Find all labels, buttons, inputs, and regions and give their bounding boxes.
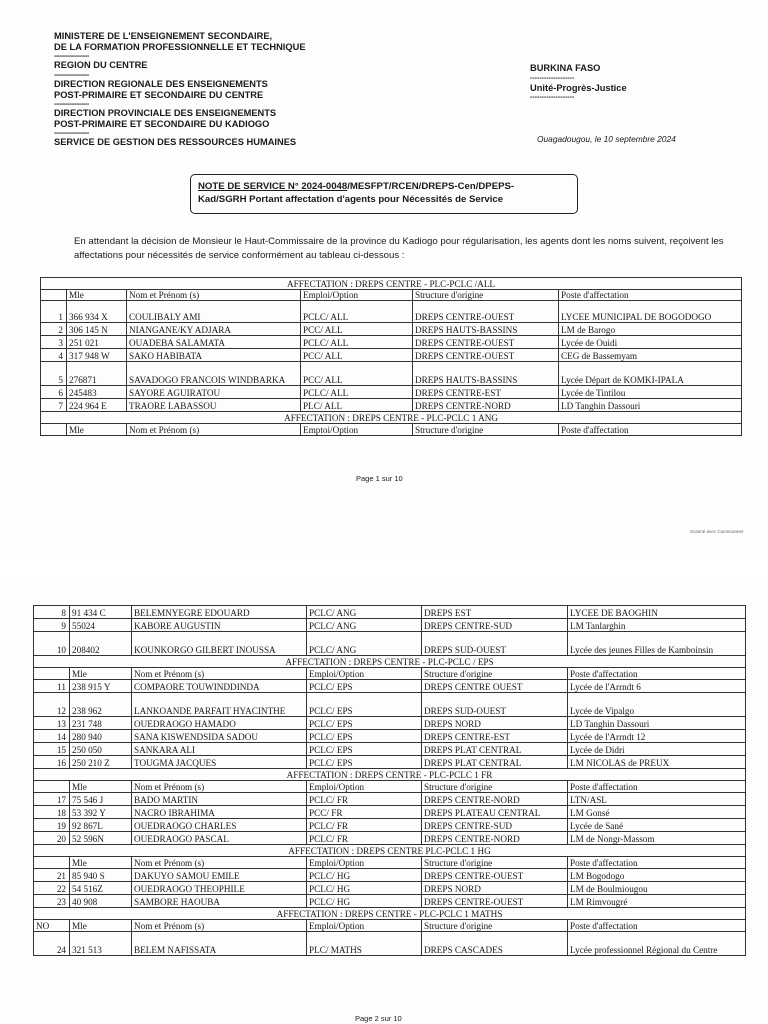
column-header-emploi: Emploi/Option xyxy=(307,668,422,680)
column-header-mle: Mle xyxy=(70,920,132,932)
cell-poste: LM Tanlarghin xyxy=(568,619,746,632)
cell-structure: DREPS EST xyxy=(422,606,568,619)
row-number: 15 xyxy=(34,743,70,756)
intro-paragraph: En attendant la décision de Monsieur le Haut-Commissaire de la province du Kadiogo pour régularisation, les agents dont les noms suivent, reçoivent les affectations pour nécessités de service conformément au tableau ci-dessous : xyxy=(74,236,724,261)
cell-structure: DREPS CENTRE-OUEST xyxy=(413,336,559,349)
row-number: 22 xyxy=(34,882,70,895)
table-row xyxy=(34,632,746,656)
cell-structure: DREPS HAUTS-BASSINS xyxy=(413,323,559,336)
national-motto: Unité-Progrès-Justice xyxy=(530,82,627,93)
table-row xyxy=(34,882,746,895)
cell-mle: 54 516Z xyxy=(70,882,132,895)
cell-emploi: PCLC/ ALL xyxy=(301,301,413,323)
table-row xyxy=(41,362,742,386)
cell-emploi: PCLC/ EPS xyxy=(307,680,422,693)
column-header-structure: Structure d'origine xyxy=(422,857,568,869)
ministry-line-1: MINISTERE DE L'ENSEIGNEMENT SECONDAIRE, xyxy=(54,31,273,41)
cell-poste: Lycée de Didri xyxy=(568,743,746,756)
section-title: AFFECTATION : DREPS CENTRE - PLC-PCLC 1 ANG xyxy=(41,412,742,424)
cell-mle: 276871 xyxy=(67,362,127,386)
cell-mle: 250 210 Z xyxy=(70,756,132,769)
cell-nom: SAMBORE HAOUBA xyxy=(132,895,307,908)
cell-emploi: PCLC/ ALL xyxy=(301,386,413,399)
cell-nom: COULIBALY AMI xyxy=(127,301,301,323)
cell-emploi: PCLC/ ALL xyxy=(301,336,413,349)
row-number: 21 xyxy=(34,869,70,882)
column-header-row xyxy=(34,920,746,932)
cell-poste: Lycée de Tintilou xyxy=(559,386,742,399)
cell-nom: SAKO HABIBATA xyxy=(127,349,301,362)
table-row xyxy=(41,301,742,323)
cell-structure: DREPS SUD-OUEST xyxy=(422,693,568,717)
cell-mle: 55024 xyxy=(70,619,132,632)
assignments-table-page-1 xyxy=(40,277,742,436)
row-number: 12 xyxy=(34,693,70,717)
row-number: 16 xyxy=(34,756,70,769)
page-footer: Page 2 sur 10 xyxy=(355,1014,402,1023)
cell-structure: DREPS NORD xyxy=(422,717,568,730)
section-title: AFFECTATION : DREPS CENTRE - PLC-PCLC / EPS xyxy=(34,656,746,668)
cell-structure: DREPS CENTRE-EST xyxy=(422,730,568,743)
cell-poste: LYCEE DE BAOGHIN xyxy=(568,606,746,619)
cell-emploi: PCLC/ EPS xyxy=(307,717,422,730)
cell-nom: KABORE AUGUSTIN xyxy=(132,619,307,632)
cell-nom: BELEMNYEGRE EDOUARD xyxy=(132,606,307,619)
cell-structure: DREPS CENTRE-EST xyxy=(413,386,559,399)
column-header-mle: Mle xyxy=(70,668,132,680)
cell-nom: DAKUYO SAMOU EMILE xyxy=(132,869,307,882)
cell-mle: 231 748 xyxy=(70,717,132,730)
cell-structure: DREPS CENTRE OUEST xyxy=(422,680,568,693)
cell-nom: BELEM NAFISSATA xyxy=(132,932,307,956)
section-title: AFFECTATION : DREPS CENTRE - PLC-PCLC /ALL xyxy=(41,278,742,290)
cell-emploi: PCLC/ HG xyxy=(307,869,422,882)
cell-emploi: PCC/ ALL xyxy=(301,362,413,386)
cell-poste: LM Rimvougré xyxy=(568,895,746,908)
separator: ------------------- xyxy=(54,130,89,138)
table-row xyxy=(34,932,746,956)
column-header-poste: Poste d'affectation xyxy=(559,290,742,301)
section-title: AFFECTATION : DREPS CENTRE PLC-PCLC 1 HG xyxy=(34,845,746,857)
cell-mle: 208402 xyxy=(70,632,132,656)
table-row xyxy=(41,399,742,412)
row-number: 10 xyxy=(34,632,70,656)
column-header-mle: Mle xyxy=(70,857,132,869)
cell-poste: LM de Boulmiougou xyxy=(568,882,746,895)
table-row xyxy=(34,819,746,832)
note-subject: Kad/SGRH Portant affectation d'agents pour Nécessités de Service xyxy=(198,194,504,205)
cell-nom: TRAORE LABASSOU xyxy=(127,399,301,412)
cell-poste: LYCEE MUNICIPAL DE BOGODOGO xyxy=(559,301,742,323)
region-line: REGION DU CENTRE xyxy=(54,60,148,71)
column-header-nom: Nom et Prénom (s) xyxy=(132,920,307,932)
column-header-structure: Structure d'origine xyxy=(422,920,568,932)
column-header-structure: Structure d'origine xyxy=(413,290,559,301)
separator: ------------------- xyxy=(530,74,575,82)
column-header-row xyxy=(41,290,742,301)
cell-emploi: PCC/ ALL xyxy=(301,349,413,362)
column-header-poste: Poste d'affectation xyxy=(568,920,746,932)
cell-structure: DREPS CENTRE-SUD xyxy=(422,619,568,632)
cell-structure: DREPS HAUTS-BASSINS xyxy=(413,362,559,386)
scanner-watermark: Scanné avec CamScanner xyxy=(690,529,744,534)
table-row xyxy=(34,895,746,908)
column-header-nom: Nom et Prénom (s) xyxy=(132,668,307,680)
table-row xyxy=(41,349,742,362)
cell-emploi: PCC/ ALL xyxy=(301,323,413,336)
cell-mle: 91 434 C xyxy=(70,606,132,619)
row-number: 18 xyxy=(34,806,70,819)
cell-structure: DREPS CENTRE-OUEST xyxy=(413,301,559,323)
column-header-nom: Nom et Prénom (s) xyxy=(127,290,301,301)
table-row xyxy=(34,606,746,619)
column-header-nom: Nom et Prénom (s) xyxy=(127,424,301,436)
cell-nom: OUEDRAOGO CHARLES xyxy=(132,819,307,832)
row-number: 8 xyxy=(34,606,70,619)
column-header-emploi: Emploi/Option xyxy=(301,290,413,301)
table-row xyxy=(34,717,746,730)
row-number: 1 xyxy=(41,301,67,323)
regional-direction-line-2: POST-PRIMAIRE ET SECONDAIRE DU CENTRE xyxy=(54,89,264,100)
cell-poste: Lycée de l'Arrndt 6 xyxy=(568,680,746,693)
row-number: 13 xyxy=(34,717,70,730)
cell-mle: 306 145 N xyxy=(67,323,127,336)
column-header-nom: Nom et Prénom (s) xyxy=(132,857,307,869)
cell-mle: 238 915 Y xyxy=(70,680,132,693)
table-row xyxy=(34,832,746,845)
row-number: 19 xyxy=(34,819,70,832)
cell-poste: Lycée Départ de KOMKI-IPALA xyxy=(559,362,742,386)
section-header-row xyxy=(34,656,746,668)
cell-structure: DREPS CASCADES xyxy=(422,932,568,956)
cell-mle: 321 513 xyxy=(70,932,132,956)
cell-poste: Lycée de Vipalgo xyxy=(568,693,746,717)
cell-nom: SAYORE AGUIRATOU xyxy=(127,386,301,399)
section-header-row xyxy=(34,769,746,781)
table-row xyxy=(34,806,746,819)
column-header-structure: Structure d'origine xyxy=(413,424,559,436)
cell-emploi: PCLC/ FR xyxy=(307,793,422,806)
cell-poste: LM Bogodogo xyxy=(568,869,746,882)
column-header-row xyxy=(34,668,746,680)
row-number: 3 xyxy=(41,336,67,349)
section-header-row xyxy=(34,845,746,857)
cell-mle: 40 908 xyxy=(70,895,132,908)
provincial-direction-line-1: DIRECTION PROVINCIALE DES ENSEIGNEMENTS xyxy=(54,108,277,119)
row-number: 7 xyxy=(41,399,67,412)
row-number: 23 xyxy=(34,895,70,908)
cell-poste: LM Gonsé xyxy=(568,806,746,819)
ministry-line-2: DE LA FORMATION PROFESSIONNELLE ET TECHNIQUE xyxy=(54,42,306,53)
section-header-row xyxy=(34,908,746,920)
cell-poste: LD Tanghin Dassouri xyxy=(568,717,746,730)
table-row xyxy=(41,323,742,336)
separator: ------------------- xyxy=(54,53,89,61)
provincial-direction-line-2: POST-PRIMAIRE ET SECONDAIRE DU KADIOGO xyxy=(54,119,270,130)
section-title: AFFECTATION : DREPS CENTRE - PLC-PCLC 1 FR xyxy=(34,769,746,781)
cell-nom: SAVADOGO FRANCOIS WINDBARKA xyxy=(127,362,301,386)
cell-nom: OUEDRAOGO PASCAL xyxy=(132,832,307,845)
cell-poste: Lycée de Sané xyxy=(568,819,746,832)
column-header-row xyxy=(34,781,746,793)
cell-structure: DREPS CENTRE-SUD xyxy=(422,819,568,832)
table-row xyxy=(34,730,746,743)
cell-structure: DREPS CENTRE-OUEST xyxy=(422,869,568,882)
cell-poste: CEG de Bassemyam xyxy=(559,349,742,362)
table-row xyxy=(41,336,742,349)
cell-poste: LTN/ASL xyxy=(568,793,746,806)
separator: ------------------- xyxy=(54,71,89,79)
row-number: 4 xyxy=(41,349,67,362)
cell-emploi: PCLC/ ANG xyxy=(307,619,422,632)
cell-nom: NIANGANE/KY ADJARA xyxy=(127,323,301,336)
regional-direction-line-1: DIRECTION REGIONALE DES ENSEIGNEMENTS xyxy=(54,78,268,89)
column-header-poste: Poste d'affectation xyxy=(568,781,746,793)
administrative-header xyxy=(54,31,354,149)
cell-emploi: PCLC/ FR xyxy=(307,819,422,832)
cell-structure: DREPS SUD-OUEST xyxy=(422,632,568,656)
column-header-mle: Mle xyxy=(67,290,127,301)
row-number: 24 xyxy=(34,932,70,956)
page-footer: Page 1 sur 10 xyxy=(356,474,403,483)
cell-poste: Lycée de l'Arrndt 12 xyxy=(568,730,746,743)
row-number: 14 xyxy=(34,730,70,743)
cell-poste: Lycée professionnel Régional du Centre xyxy=(568,932,746,956)
table-row xyxy=(34,793,746,806)
cell-nom: OUEDRAOGO HAMADO xyxy=(132,717,307,730)
table-row xyxy=(34,680,746,693)
cell-emploi: PCLC/ EPS xyxy=(307,693,422,717)
document-date: Ouagadougou, le 10 septembre 2024 xyxy=(537,134,676,144)
column-header-poste: Poste d'affectation xyxy=(568,857,746,869)
page-gap xyxy=(0,560,768,578)
cell-structure: DREPS CENTRE-OUEST xyxy=(413,349,559,362)
cell-mle: 52 596N xyxy=(70,832,132,845)
cell-nom: OUADEBA SALAMATA xyxy=(127,336,301,349)
cell-structure: DREPS CENTRE-OUEST xyxy=(422,895,568,908)
cell-emploi: PCC/ FR xyxy=(307,806,422,819)
cell-nom: LANKOANDE PARFAIT HYACINTHE xyxy=(132,693,307,717)
cell-emploi: PLC/ MATHS xyxy=(307,932,422,956)
cell-nom: NACRO IBRAHIMA xyxy=(132,806,307,819)
country-header xyxy=(530,63,627,102)
row-number: 9 xyxy=(34,619,70,632)
column-header-row xyxy=(41,424,742,436)
column-header-mle: Mle xyxy=(67,424,127,436)
table-row xyxy=(34,743,746,756)
cell-emploi: PCLC/ FR xyxy=(307,832,422,845)
cell-poste: LD Tanghin Dassouri xyxy=(559,399,742,412)
cell-nom: SANKARA ALI xyxy=(132,743,307,756)
hr-service-line: SERVICE DE GESTION DES RESSOURCES HUMAINES xyxy=(54,137,297,148)
column-header-structure: Structure d'origine xyxy=(422,668,568,680)
row-number: 11 xyxy=(34,680,70,693)
row-number: 5 xyxy=(41,362,67,386)
column-header-poste: Poste d'affectation xyxy=(559,424,742,436)
cell-nom: COMPAORE TOUWINDDINDA xyxy=(132,680,307,693)
cell-emploi: PCLC/ ANG xyxy=(307,606,422,619)
row-number: 2 xyxy=(41,323,67,336)
cell-mle: 245483 xyxy=(67,386,127,399)
cell-structure: DREPS PLAT CENTRAL xyxy=(422,743,568,756)
cell-structure: DREPS CENTRE-NORD xyxy=(422,832,568,845)
cell-mle: 53 392 Y xyxy=(70,806,132,819)
cell-mle: 238 962 xyxy=(70,693,132,717)
table-row xyxy=(41,386,742,399)
cell-poste: LM de Nongr-Massom xyxy=(568,832,746,845)
cell-structure: DREPS PLAT CENTRAL xyxy=(422,756,568,769)
cell-mle: 317 948 W xyxy=(67,349,127,362)
column-header-no: NO xyxy=(34,920,70,932)
column-header-row xyxy=(34,857,746,869)
section-title: AFFECTATION : DREPS CENTRE - PLC-PCLC 1 MATHS xyxy=(34,908,746,920)
section-header-row xyxy=(41,278,742,290)
cell-poste: Lycée des jeunes Filles de Kamboinsin xyxy=(568,632,746,656)
cell-structure: DREPS NORD xyxy=(422,882,568,895)
cell-emploi: PCLC/ ANG xyxy=(307,632,422,656)
cell-mle: 280 940 xyxy=(70,730,132,743)
note-reference: /MESFPT/RCEN/DREPS-Cen/DPEPS- xyxy=(347,181,515,192)
separator: ------------------- xyxy=(530,94,575,101)
table-row xyxy=(34,869,746,882)
table-row xyxy=(34,619,746,632)
separator: ------------------- xyxy=(54,101,89,109)
cell-emploi: PCLC/ HG xyxy=(307,895,422,908)
column-header-poste: Poste d'affectation xyxy=(568,668,746,680)
cell-nom: TOUGMA JACQUES xyxy=(132,756,307,769)
note-number: NOTE DE SERVICE N° 2024-0048 xyxy=(198,181,348,192)
cell-mle: 251 021 xyxy=(67,336,127,349)
cell-emploi: PCLC/ EPS xyxy=(307,743,422,756)
cell-mle: 366 934 X xyxy=(67,301,127,323)
section-header-row xyxy=(41,412,742,424)
column-header-emploi: Emploi/Option xyxy=(307,920,422,932)
table-row xyxy=(34,756,746,769)
cell-emploi: PLC/ ALL xyxy=(301,399,413,412)
cell-emploi: PCLC/ HG xyxy=(307,882,422,895)
column-header-emploi: Emploi/Option xyxy=(307,781,422,793)
table-row xyxy=(34,693,746,717)
cell-emploi: PCLC/ EPS xyxy=(307,730,422,743)
cell-nom: KOUNKORGO GILBERT INOUSSA xyxy=(132,632,307,656)
cell-mle: 250 050 xyxy=(70,743,132,756)
note-title-box xyxy=(190,174,578,214)
cell-nom: OUEDRAOGO THEOPHILE xyxy=(132,882,307,895)
cell-mle: 224 964 E xyxy=(67,399,127,412)
cell-poste: Lycée de Ouidi xyxy=(559,336,742,349)
column-header-emploi: Emptoi/Option xyxy=(301,424,413,436)
cell-nom: BADO MARTIN xyxy=(132,793,307,806)
assignments-table-page-2 xyxy=(33,605,746,956)
row-number: 20 xyxy=(34,832,70,845)
column-header-nom: Nom et Prénom (s) xyxy=(132,781,307,793)
column-header-emploi: Emploi/Option xyxy=(307,857,422,869)
cell-poste: LM de Barogo xyxy=(559,323,742,336)
cell-structure: DREPS CENTRE-NORD xyxy=(422,793,568,806)
cell-mle: 92 867L xyxy=(70,819,132,832)
column-header-structure: Structure d'origine xyxy=(422,781,568,793)
row-number: 17 xyxy=(34,793,70,806)
cell-mle: 85 940 S xyxy=(70,869,132,882)
cell-poste: LM NICOLAS de PREUX xyxy=(568,756,746,769)
country-name: BURKINA FASO xyxy=(530,63,601,73)
cell-nom: SANA KISWENDSIDA SADOU xyxy=(132,730,307,743)
column-header-mle: Mle xyxy=(70,781,132,793)
cell-mle: 75 546 J xyxy=(70,793,132,806)
cell-structure: DREPS PLATEAU CENTRAL xyxy=(422,806,568,819)
row-number: 6 xyxy=(41,386,67,399)
cell-emploi: PCLC/ EPS xyxy=(307,756,422,769)
cell-structure: DREPS CENTRE-NORD xyxy=(413,399,559,412)
